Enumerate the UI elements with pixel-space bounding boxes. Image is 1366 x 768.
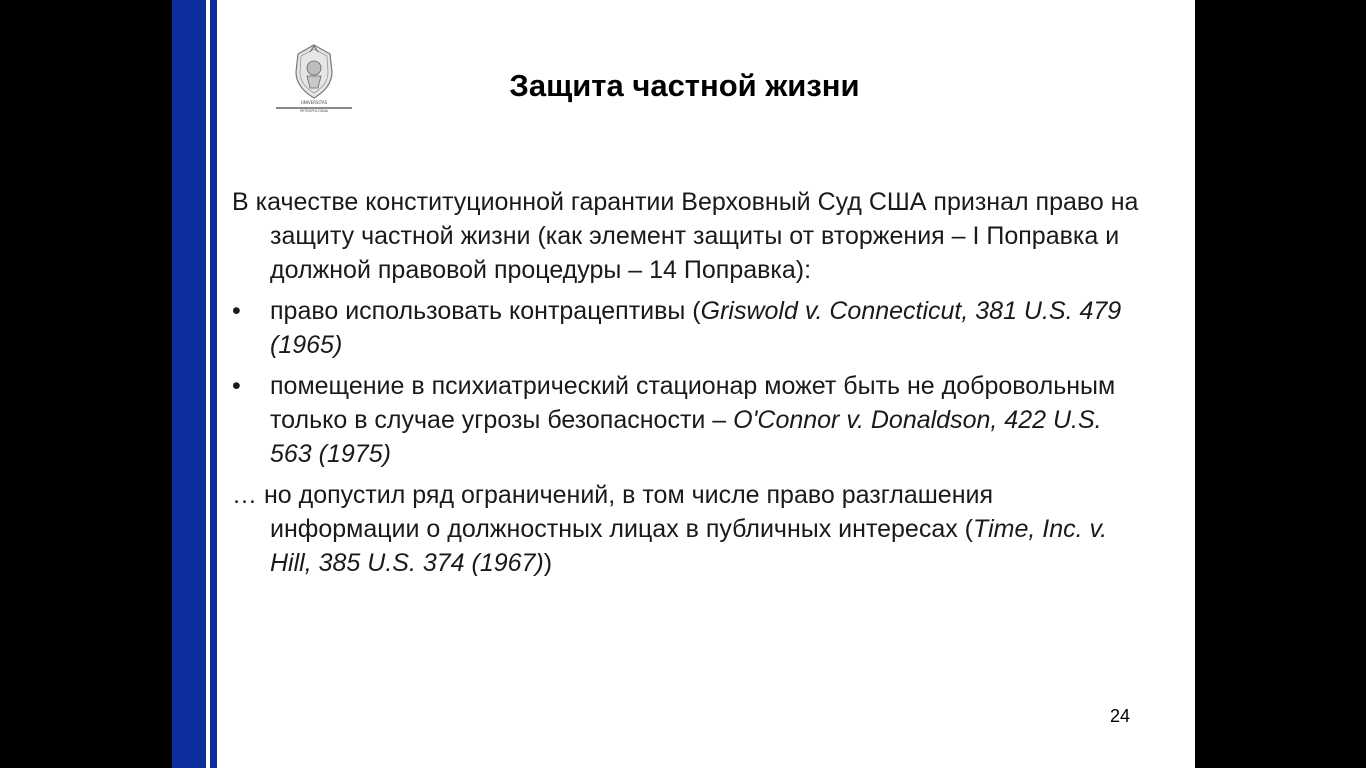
outro-text: … но допустил ряд ограничений, в том числе право разглашения информации о должностных лицах в публичных интересах (	[232, 481, 994, 543]
intro-paragraph	[232, 185, 1142, 287]
accent-bar-thin	[210, 0, 217, 768]
presentation-slide	[172, 0, 1195, 768]
accent-bar	[172, 0, 206, 768]
case-citation: O'Connor v. Donaldson, 422 U.S. 563 (1975)	[270, 406, 1102, 468]
outro-tail: )	[543, 549, 553, 577]
page-number: 24	[1110, 706, 1131, 726]
outro-paragraph	[232, 478, 1142, 580]
bullet-text: помещение в психиатрический стационар может быть не добровольным только в случае угрозы безопасности –	[270, 372, 1116, 434]
case-citation: Time, Inc. v. Hill, 385 U.S. 374 (1967)	[270, 515, 1108, 577]
university-crest-icon	[274, 42, 354, 114]
crest-caption-2: PETROPOLITANA	[300, 109, 328, 113]
crest-caption-1: UNIVERSITAS	[300, 100, 328, 105]
list-item	[232, 294, 1142, 362]
list-item	[232, 369, 1142, 471]
slide-body	[232, 185, 1142, 587]
case-citation: Griswold v. Connecticut, 381 U.S. 479 (1965)	[270, 297, 1122, 359]
bullet-text: право использовать контрацептивы (	[270, 297, 701, 325]
intro-text: В качестве конституционной гарантии Верховный Суд США признал право на защиту частной жизни (как элемент защиты от вторжения – I Поправка и должной правовой процедуры – 14 Поправка):	[232, 188, 1139, 284]
slide-title: Защита частной жизни	[509, 68, 860, 103]
bullet-marker: •	[232, 297, 241, 325]
bullet-marker: •	[232, 372, 241, 400]
